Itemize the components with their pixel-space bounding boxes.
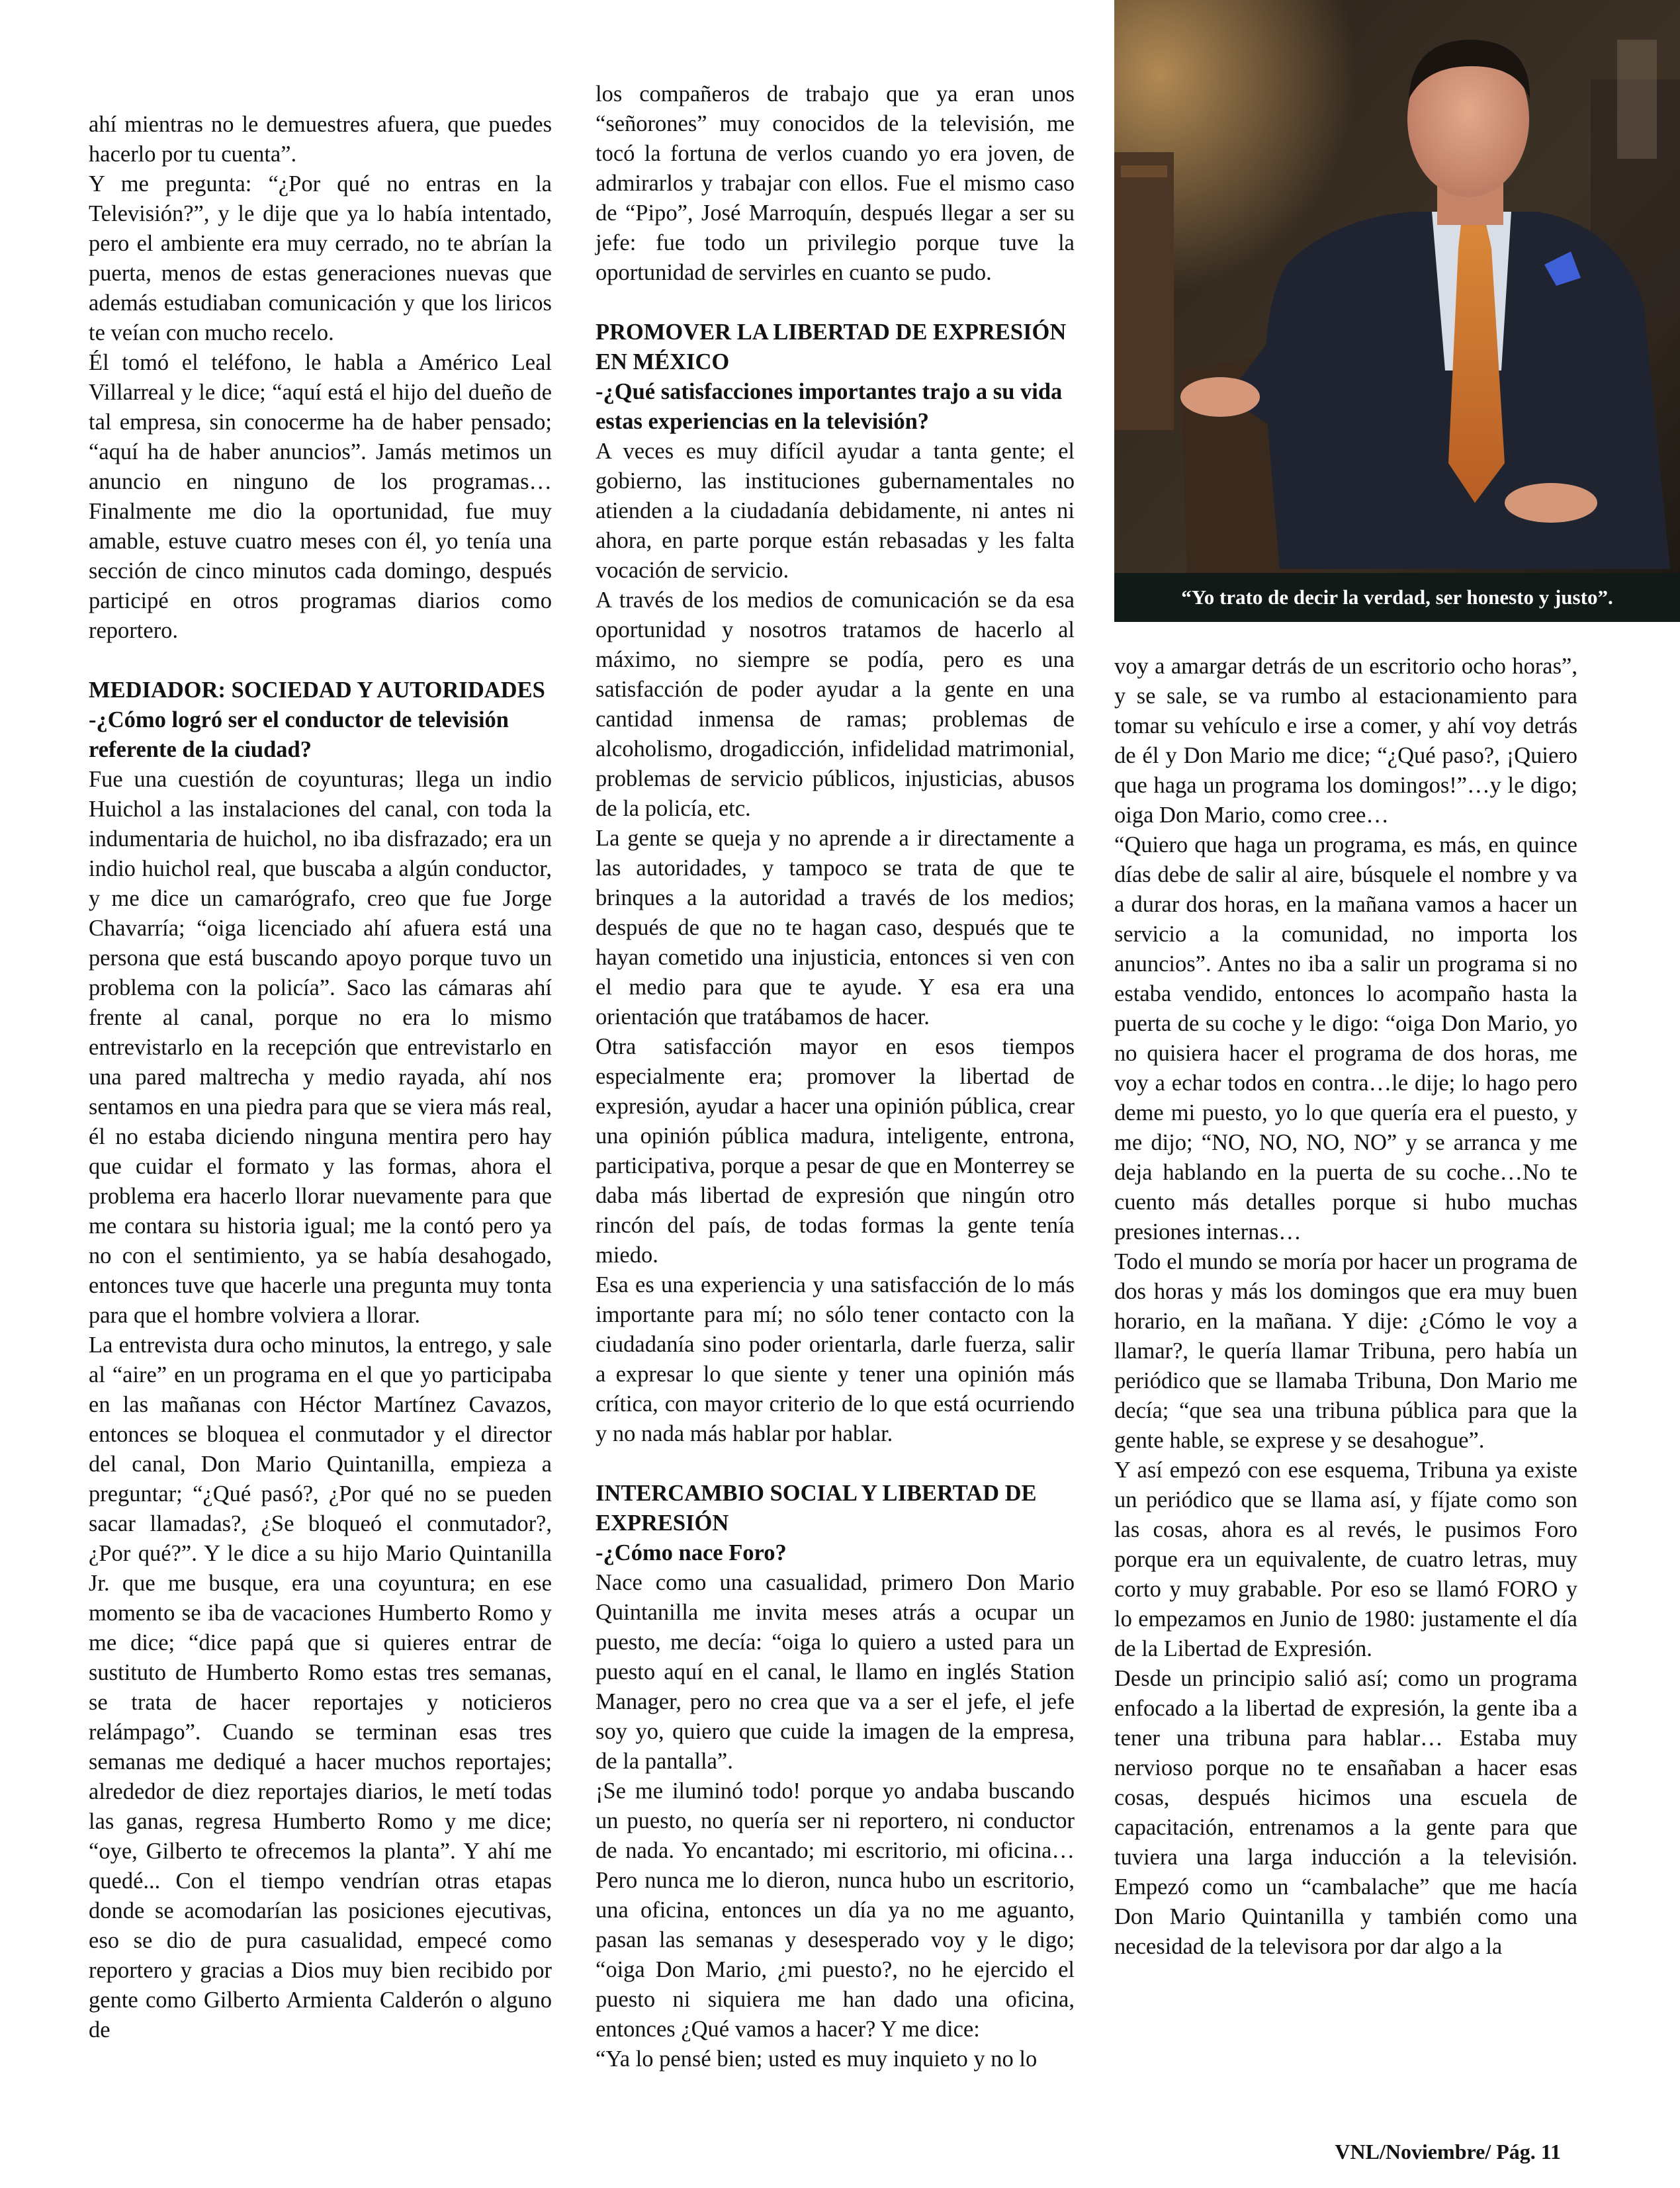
interview-question: -¿Cómo logró ser el conductor de televisión referente de la ciudad? [89, 707, 509, 762]
spacer [89, 646, 552, 676]
article-column-2 [596, 79, 1075, 2074]
paragraph: La gente se queja y no aprende a ir directamente a las autoridades, y tampoco se trata de que te brinques a la autoridad a través de los medios; después de que no te hagan caso, después que te hayan cometido una injusticia, entonces si ven con el medio para que te ayude. Y esa era una orientación que tratábamos de hacer. [596, 826, 1075, 1029]
paragraph: Todo el mundo se moría por hacer un programa de dos horas y más los domingos que era muy buen horario, en la mañana. Y dije: ¿Cómo le voy a llamar?, le quería llamar Tribuna, pero había un periódico que se llamaba Tribuna, Don Mario me decía; “que sea una tribuna pública para que la gente hable, se exprese y se desahogue”. [1114, 1249, 1577, 1453]
interview-question: -¿Qué satisfacciones importantes trajo a su vida estas experiencias en la televisión? [596, 379, 1063, 434]
paragraph: Él tomó el teléfono, le habla a Américo Leal Villarreal y le dice; “aquí está el hijo del dueño de tal empresa, sin conocerme ha de haber pensado; “aquí ha de haber anuncios”. Jamás metimos un anuncio en ninguno de los programas…Finalmente me dio la oportunidad, fue muy amable, estuve cuatro meses con él, yo tenía una sección de cinco minutos cada domingo, después participé en otros programas diarios como reportero. [89, 350, 552, 643]
photo-caption: “Yo trato de decir la verdad, ser honesto y justo”. [1114, 573, 1680, 622]
article-column-1 [89, 110, 552, 2045]
spacer [596, 1449, 1075, 1479]
man-seated-in-suit-photo-icon [1114, 0, 1680, 622]
paragraph: Y me pregunta: “¿Por qué no entras en la Televisión?”, y le dije que ya lo había intentado, pero el ambiente era muy cerrado, no te abrían la puerta, menos de estas generaciones nuevas que además estudiaban comunicación y que los liricos te veían con mucho recelo. [89, 171, 552, 345]
paragraph: “Quiero que haga un programa, es más, en quince días debe de salir al aire, búsquele el nombre y va a durar dos horas, en la mañana vamos a hacer un servicio a la comunidad, no importa los anuncios”. Antes no iba a salir un programa si no estaba vendido, entonces lo acompaño hasta la puerta de su coche y le digo: “oiga Don Mario, yo no quisiera hacer el programa de dos horas, me voy a echar todos en contra…le dije; lo hago pero deme mi puesto, yo lo que quería era el puesto, y me dijo; “NO, NO, NO, NO” y se arranca y me deja hablando en la puerta de su coche…No te cuento más detalles porque si hubo muchas presiones internas… [1114, 832, 1577, 1245]
section-heading: PROMOVER LA LIBERTAD DE EXPRESIÓN EN MÉXICO [596, 320, 1067, 374]
page-footer: VNL/Noviembre/ Pág. 11 [1335, 2140, 1561, 2164]
section-heading: MEDIADOR: SOCIEDAD Y AUTORIDADES [89, 678, 545, 703]
paragraph: los compañeros de trabajo que ya eran unos “señorones” muy conocidos de la televisión, me tocó la fortuna de verlos cuando yo era joven, de admirarlos y trabajar con ellos. Fue el mismo caso de “Pipo”, José Marroquín, después llegar a ser su jefe: fue todo un privilegio porque tuve la oportunidad de servirles en cuanto se pudo. [596, 81, 1075, 285]
paragraph: Y así empezó con ese esquema, Tribuna ya existe un periódico que se llama así, y fíjate como son las cosas, ahora es al revés, le pusimos Foro porque era un equivalente, de cuatro letras, muy corto y muy grabable. Por eso se llamó FORO y lo empezamos en Junio de 1980: justamente el día de la Libertad de Expresión. [1114, 1458, 1577, 1661]
paragraph: A través de los medios de comunicación se da esa oportunidad y nosotros tratamos de hacerlo al máximo, no siempre se podía, pero es una satisfacción de poder ayudar a la gente en una cantidad inmensa de ramas; problemas de alcoholismo, drogadicción, infidelidad matrimonial, problemas de servicio públicos, injusticias, abusos de la policía, etc. [596, 588, 1075, 821]
paragraph: A veces es muy difícil ayudar a tanta gente; el gobierno, las instituciones gubernamentales no atienden a la ciudadanía debidamente, ni antes ni ahora, en parte porque están rebasadas y les falta vocación de servicio. [596, 439, 1075, 583]
paragraph: La entrevista dura ocho minutos, la entrego, y sale al “aire” en un programa en el que yo participaba en las mañanas con Héctor Martínez Cavazos, entonces se bloquea el conmutador y el director del canal, Don Mario Quintanilla, empieza a preguntar; “¿Qué pasó?, ¿Por qué no se pueden sacar llamadas?, ¿Se bloqueó el conmutador?, ¿Por qué?”. Y le dice a su hijo Mario Quintanilla Jr. que me busque, era una coyuntura; en ese momento se iba de vacaciones Humberto Romo y me dice; “dice papá que si quieres entrar de sustituto de Humberto Romo estas tres semanas, se trata de hacer reportajes y noticieros relámpago”. Cuando se terminan esas tres semanas me dediqué a hacer muchos reportajes; alrededor de diez reportajes diarios, le metí todas las ganas, regresa Humberto Romo y me dice; “oye, Gilberto te ofrecemos la planta”. Y ahí me quedé... Con el tiempo vendrían otras etapas donde se acomodarían las posiciones ejecutivas, eso se dio de pura casualidad, empecé como reportero y gracias a Dios muy bien recibido por gente como Gilberto Armienta Calderón o alguno de [89, 1333, 552, 2042]
paragraph: Esa es una experiencia y una satisfacción de lo más importante para mí; no sólo tener contacto con la ciudadanía sino poder orientarla, darle fuerza, salir a expresar lo que siente y tener una opinión más crítica, con mayor criterio de lo que está ocurriendo y no nada más hablar por hablar. [596, 1272, 1075, 1446]
interview-question: -¿Cómo nace Foro? [596, 1540, 787, 1565]
section-heading: INTERCAMBIO SOCIAL Y LIBERTAD DE EXPRESIÓN [596, 1481, 1037, 1536]
article-column-3 [1114, 652, 1577, 1962]
paragraph: Desde un principio salió así; como un programa enfocado a la libertad de expresión, la gente iba a tener una tribuna para hablar… Estaba muy nervioso porque no te ensañaban a hacer esas cosas, después hicimos una escuela de capacitación, entrenamos a la gente para que tuviera una larga inducción a la televisión. Empezó como un “cambalache” que me hacía Don Mario Quintanilla y también como una necesidad de la televisora por dar algo a la [1114, 1666, 1577, 1959]
interviewee-photo [1114, 0, 1680, 622]
paragraph: Nace como una casualidad, primero Don Mario Quintanilla me invita meses atrás a ocupar un puesto, me decía: “oiga lo quiero a usted para un puesto aquí en el canal, le llamo en inglés Station Manager, pero no crea que va a ser el jefe, el jefe soy yo, quiero que cuide la imagen de la empresa, de la pantalla”. [596, 1570, 1075, 1774]
spacer [596, 288, 1075, 318]
paragraph: ahí mientras no le demuestres afuera, que puedes hacerlo por tu cuenta”. [89, 112, 552, 167]
paragraph: Fue una cuestión de coyunturas; llega un indio Huichol a las instalaciones del canal, con toda la indumentaria de huichol, no iba disfrazado; era un indio huichol real, que buscaba a algún conductor, y me dice un camarógrafo, creo que fue Jorge Chavarría; “oiga licenciado ahí afuera está una persona que está buscando apoyo porque tuvo un problema con la policía”. Saco las cámaras ahí frente al canal, porque no era lo mismo entrevistarlo en la recepción que entrevistarlo en una pared maltrecha y medio rayada, ahí nos sentamos en una piedra para que se viera más real, él no estaba diciendo ninguna mentira pero hay que cuidar el formato y las formas, ahora el problema era hacerlo llorar nuevamente para que me contara su historia igual; me la contó pero ya no con el sentimiento, ya se había desahogado, entonces tuve que hacerle una pregunta muy tonta para que el hombre volviera a llorar. [89, 767, 552, 1328]
paragraph: voy a amargar detrás de un escritorio ocho horas”, y se sale, se va rumbo al estacionamiento para tomar su vehículo e irse a comer, y ahí voy detrás de él y Don Mario me dice; “¿Qué paso?, ¡Quiero que haga un programa los domingos!”…y le digo; oiga Don Mario, como cree… [1114, 654, 1577, 828]
paragraph: “Ya lo pensé bien; usted es muy inquieto y no lo [596, 2046, 1038, 2072]
paragraph: Otra satisfacción mayor en esos tiempos especialmente era; promover la libertad de expresión, ayudar a hacer una opinión pública, crear una opinión pública madura, inteligente, entrona, participativa, porque a pesar de que en Monterrey se daba más libertad de expresión que ningún otro rincón del país, de todas formas la gente tenía miedo. [596, 1034, 1075, 1268]
paragraph: ¡Se me iluminó todo! porque yo andaba buscando un puesto, no quería ser ni reportero, ni conductor de nada. Yo encantado; mi escritorio, mi oficina…Pero nunca me lo dieron, nunca hubo un escritorio, una oficina, entonces un día ya no me aguanto, pasan las semanas y desesperado voy y le digo; “oiga Don Mario, ¿mi puesto?, no he ejercido el puesto ni siquiera me han dado una oficina, entonces ¿Qué vamos a hacer? Y me dice: [596, 1778, 1075, 2042]
